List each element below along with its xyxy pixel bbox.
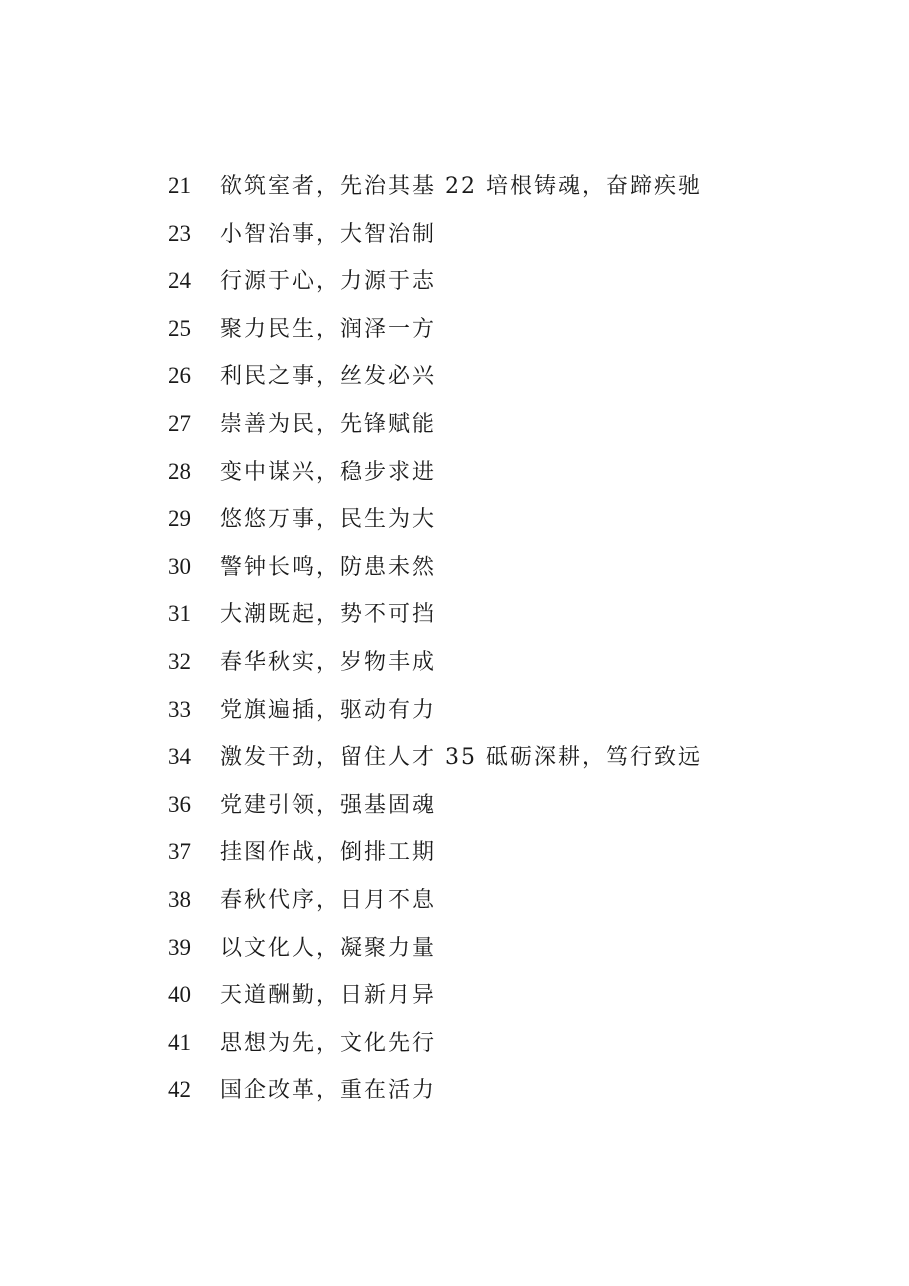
item-number: 29 (168, 506, 191, 532)
list-item (168, 543, 702, 591)
item-text: 崇善为民，先锋赋能 (220, 411, 437, 437)
item-number: 33 (168, 696, 191, 722)
item-text: 天道酬勤，日新月异 (220, 983, 437, 1009)
item-text: 变中谋兴，稳步求进 (220, 459, 437, 485)
list-item (168, 305, 702, 353)
list-item (168, 781, 702, 829)
list-item (168, 733, 702, 781)
list-item (168, 210, 702, 258)
item-number: 40 (168, 982, 191, 1008)
item-text: 春秋代序，日月不息 (220, 887, 437, 913)
item-text: 思想为先，文化先行 (220, 1030, 437, 1056)
item-text: 小智治事，大智治制 (220, 221, 437, 247)
item-number: 27 (168, 410, 191, 436)
list-item (168, 1066, 702, 1114)
item-number: 23 (168, 220, 191, 246)
item-text: 以文化人，凝聚力量 (220, 935, 437, 961)
item-text: 行源于心，力源于志 (220, 269, 437, 295)
item-number: 26 (168, 363, 191, 389)
item-number: 34 (168, 744, 191, 770)
item-number: 37 (168, 839, 191, 865)
item-text: 大潮既起，势不可挡 (220, 602, 437, 628)
item-number: 25 (168, 315, 191, 341)
list-item (168, 686, 702, 734)
list-item (168, 400, 702, 448)
item-number: 42 (168, 1077, 191, 1103)
item-text: 利民之事，丝发必兴 (220, 364, 437, 390)
item-number: 30 (168, 553, 191, 579)
item-text: 春华秋实，岁物丰成 (220, 649, 437, 675)
item-text: 党建引领，强基固魂 (220, 792, 437, 818)
item-number: 31 (168, 601, 191, 627)
item-text: 党旗遍插，驱动有力 (220, 697, 437, 723)
list-item (168, 162, 702, 210)
item-number: 36 (168, 791, 191, 817)
list-item (168, 876, 702, 924)
list-item (168, 1019, 702, 1067)
list-item (168, 971, 702, 1019)
list-item (168, 495, 702, 543)
item-number: 41 (168, 1029, 191, 1055)
item-number: 24 (168, 268, 191, 294)
list-item (168, 352, 702, 400)
list-item (168, 257, 702, 305)
item-text: 悠悠万事，民生为大 (220, 507, 437, 533)
item-number: 21 (168, 173, 191, 198)
item-text: 激发干劲，留住人才 35 砥砺深耕，笃行致远 (220, 745, 702, 771)
list-item (168, 638, 702, 686)
item-text: 挂图作战，倒排工期 (220, 840, 437, 866)
item-text: 警钟长鸣，防患未然 (220, 554, 437, 580)
list-item (168, 828, 702, 876)
item-text: 欲筑室者，先治其基 22 培根铸魂，奋蹄疾驰 (220, 174, 702, 199)
item-number: 28 (168, 458, 191, 484)
item-number: 39 (168, 934, 191, 960)
item-text: 国企改革，重在活力 (220, 1078, 437, 1104)
slogan-list (168, 162, 702, 1114)
item-text: 聚力民生，润泽一方 (220, 316, 437, 342)
item-number: 32 (168, 648, 191, 674)
list-item (168, 590, 702, 638)
item-number: 38 (168, 886, 191, 912)
list-item (168, 924, 702, 972)
list-item (168, 448, 702, 496)
